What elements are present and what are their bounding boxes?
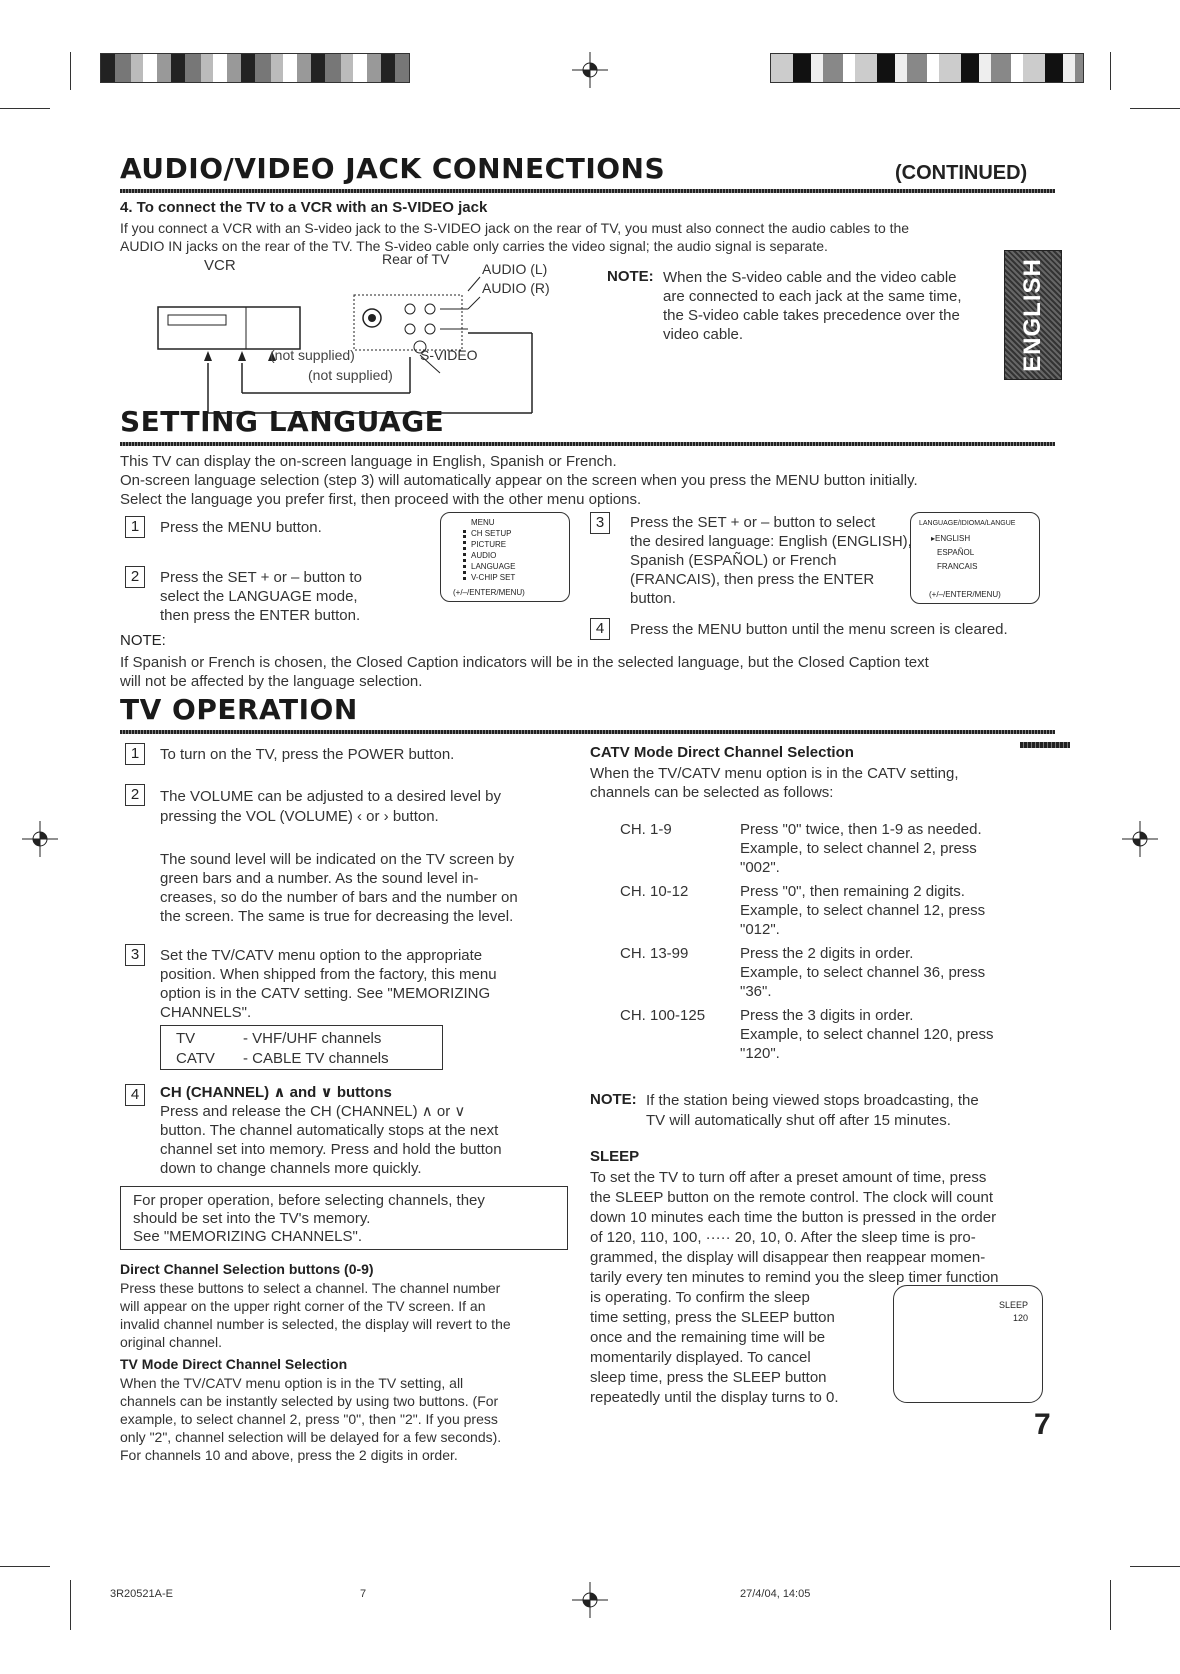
channel-range: CH. 100-125	[620, 1007, 706, 1024]
tvmode-text: When the TV/CATV menu option is in the TV setting, all	[120, 1375, 464, 1391]
lang-step4: Press the MENU button until the menu screen is cleared.	[630, 621, 1008, 638]
channel-range: CH. 13-99	[620, 945, 689, 962]
vol-text: green bars and a number. As the sound level in-	[160, 870, 479, 887]
lang-note-line: If Spanish or French is chosen, the Closed Caption indicators will be in the selected language, but the Closed Caption text	[120, 654, 929, 671]
crop-mark	[1110, 1580, 1111, 1630]
step-number: 1	[125, 743, 145, 765]
tvmode-text: example, to select channel 2, press "0", then "2". If you press	[120, 1411, 498, 1427]
box-text: For proper operation, before selecting channels, they	[133, 1192, 485, 1209]
sleep-text: repeatedly until the display turns to 0.	[590, 1389, 839, 1406]
step4-heading: 4. To connect the TV to a VCR with an S-VIDEO jack	[120, 199, 488, 216]
sleep-heading: SLEEP	[590, 1148, 640, 1165]
vol-text: The sound level will be indicated on the TV screen by	[160, 851, 515, 868]
vcr-label: VCR	[204, 257, 236, 274]
ch-text: down to change channels more quickly.	[160, 1160, 422, 1177]
tv-note-text: If the station being viewed stops broadcasting, the	[646, 1092, 979, 1109]
crop-mark	[0, 1566, 50, 1567]
color-calibration-bar	[770, 53, 1084, 83]
tvmode-text: only "2", channel selection will be delayed for a few seconds).	[120, 1429, 502, 1445]
divider	[120, 189, 1055, 193]
side-tab-label: ENGLISH	[1019, 258, 1046, 372]
lang-step3: the desired language: English (ENGLISH),	[630, 533, 912, 550]
channel-row	[620, 1006, 1040, 1066]
footer-page: 7	[360, 1588, 367, 1600]
menu-screen-illustration	[440, 512, 570, 602]
lang-intro-line: This TV can display the on-screen language in English, Spanish or French.	[120, 453, 617, 470]
channel-row	[620, 882, 1040, 942]
step-number: 1	[125, 516, 145, 538]
svideo-label: S-VIDEO	[420, 347, 478, 363]
av-note-line: are connected to each jack at the same time,	[663, 288, 962, 305]
lang-step3: Press the SET + or – button to select	[630, 514, 876, 531]
sleep-text: the SLEEP button on the remote control. The clock will count	[590, 1189, 994, 1206]
crop-mark	[70, 1580, 71, 1630]
vcr-connection-diagram	[120, 251, 600, 415]
tvmode-text: channels can be instantly selected by using two buttons. (For	[120, 1393, 499, 1409]
lang-step2: then press the ENTER button.	[160, 607, 361, 624]
vol-text: creases, so do the number of bars and the number on	[160, 889, 518, 906]
step-number: 2	[125, 784, 145, 806]
lang-intro-line: On-screen language selection (step 3) will automatically appear on the screen when you press the MENU button initially.	[120, 472, 918, 489]
not-supplied-label: (not supplied)	[308, 367, 393, 383]
tv-catv-table	[160, 1025, 443, 1070]
menu-item: CH SETUP	[471, 529, 512, 538]
channel-example: Example, to select channel 12, press	[740, 902, 986, 919]
step-number: 3	[125, 944, 145, 966]
direct-heading: Direct Channel Selection buttons (0-9)	[120, 1261, 374, 1277]
crop-mark	[0, 108, 50, 109]
footer-date: 27/4/04, 14:05	[740, 1588, 811, 1600]
step4-text-line: AUDIO IN jacks on the rear of the TV. The S-video cable only carries the video signal; the audio signal is separate.	[120, 238, 828, 254]
av-note-line: the S-video cable takes precedence over the	[663, 307, 960, 324]
lang-step2: select the LANGUAGE mode,	[160, 588, 358, 605]
channel-example: "002".	[740, 859, 780, 876]
step-number: 3	[590, 512, 610, 534]
section-title-av: AUDIO/VIDEO JACK CONNECTIONS	[120, 152, 666, 185]
direct-text: will appear on the upper right corner of the TV screen. If an	[120, 1298, 486, 1314]
sleep-text: sleep time, press the SLEEP button	[590, 1369, 827, 1386]
memorize-note-box	[120, 1186, 568, 1250]
direct-text: invalid channel number is selected, the display will revert to the	[120, 1316, 511, 1332]
crop-mark	[1130, 1566, 1180, 1567]
divider	[120, 442, 1055, 446]
registration-target-icon	[1122, 821, 1158, 857]
lang-screen-item: LANGUAGE/IDIOMA/LANGUE	[919, 520, 1016, 527]
step-number: 4	[125, 1084, 145, 1106]
tv-step3: CHANNELS".	[160, 1004, 252, 1021]
lang-step3: (FRANCAIS), then press the ENTER	[630, 571, 875, 588]
menu-item: MENU	[471, 518, 495, 527]
lang-step3: Spanish (ESPAÑOL) or French	[630, 552, 837, 569]
audio-l-label: AUDIO (L)	[482, 261, 548, 277]
lang-step1: Press the MENU button.	[160, 519, 322, 536]
menu-item: LANGUAGE	[471, 562, 516, 571]
catv-text: When the TV/CATV menu option is in the CATV setting,	[590, 765, 959, 782]
lang-screen-item: (+/–/ENTER/MENU)	[929, 590, 1001, 599]
vol-text: the screen. The same is true for decreasing the level.	[160, 908, 514, 925]
tv-step2: pressing the VOL (VOLUME) ‹ or › button.	[160, 808, 439, 825]
crop-mark	[1130, 108, 1180, 109]
direct-text: original channel.	[120, 1334, 222, 1350]
not-supplied-label: (not supplied)	[270, 347, 355, 363]
tv-step2: The VOLUME can be adjusted to a desired level by	[160, 788, 502, 805]
menu-item: AUDIO	[471, 551, 497, 560]
channel-instruction: Press the 3 digits in order.	[740, 1007, 914, 1024]
tv-step3: Set the TV/CATV menu option to the appropriate	[160, 947, 483, 964]
box-text: See "MEMORIZING CHANNELS".	[133, 1228, 363, 1245]
box-text: should be set into the TV's memory.	[133, 1210, 371, 1227]
registration-target-icon	[22, 821, 58, 857]
step4-text-line: If you connect a VCR with an S-video jack to the S-VIDEO jack on the rear of TV, you must also connect the audio cables to the	[120, 220, 910, 236]
sleep-screen-illustration	[893, 1285, 1043, 1403]
channel-instruction: Press "0", then remaining 2 digits.	[740, 883, 965, 900]
sleep-screen-value: 120	[1012, 1313, 1028, 1323]
sleep-text: momentarily displayed. To cancel	[590, 1349, 811, 1366]
channel-example: Example, to select channel 2, press	[740, 840, 977, 857]
divider	[120, 730, 1055, 734]
av-note-line: video cable.	[663, 326, 744, 343]
lang-screen-item: FRANCAIS	[937, 562, 978, 571]
ch-text: Press and release the CH (CHANNEL) ∧ or ∨	[160, 1103, 466, 1120]
av-note-line: When the S-video cable and the video cable	[663, 269, 957, 286]
sleep-text: time setting, press the SLEEP button	[590, 1309, 835, 1326]
language-side-tab	[1004, 250, 1062, 380]
tv-step3: option is in the CATV setting. See "MEMORIZING	[160, 985, 491, 1002]
lang-screen-item: ▸ENGLISH	[931, 534, 971, 543]
language-screen-illustration	[910, 512, 1040, 604]
registration-target-icon	[572, 52, 608, 88]
marker-bar	[1020, 742, 1070, 748]
tv-step3: position. When shipped from the factory, this menu	[160, 966, 497, 983]
catv-heading: CATV Mode Direct Channel Selection	[590, 744, 854, 761]
lang-intro-line: Select the language you prefer first, then proceed with the other menu options.	[120, 491, 642, 508]
tv-note-label: NOTE:	[590, 1091, 637, 1108]
catv-label: CATV	[176, 1050, 215, 1067]
ch-text: button. The channel automatically stops at the next	[160, 1122, 499, 1139]
color-calibration-bar	[100, 53, 410, 83]
menu-bullets	[463, 530, 467, 580]
lang-note-line: will not be affected by the language selection.	[120, 673, 423, 690]
audio-r-label: AUDIO (R)	[482, 280, 550, 296]
channel-example: Example, to select channel 120, press	[740, 1026, 994, 1043]
sleep-text: once and the remaining time will be	[590, 1329, 826, 1346]
sleep-text: To set the TV to turn off after a preset amount of time, press	[590, 1169, 987, 1186]
sleep-text: down 10 minutes each time the button is pressed in the order	[590, 1209, 997, 1226]
channel-row	[620, 820, 1040, 880]
sleep-text: of 120, 110, 100, ····· 20, 10, 0. After the sleep time is pro-	[590, 1229, 976, 1246]
crop-mark	[70, 52, 71, 90]
ch-text: channel set into memory. Press and hold the button	[160, 1141, 502, 1158]
channel-row	[620, 944, 1040, 1004]
sleep-text: grammed, the display will disappear then reappear momen-	[590, 1249, 986, 1266]
step-number: 4	[590, 618, 610, 640]
catv-desc: - CABLE TV channels	[243, 1050, 389, 1067]
sleep-screen-label: SLEEP	[998, 1300, 1028, 1310]
tvmode-text: For channels 10 and above, press the 2 digits in order.	[120, 1447, 458, 1463]
channel-instruction: Press the 2 digits in order.	[740, 945, 914, 962]
page-number: 7	[1034, 1408, 1051, 1441]
tv-label: TV	[176, 1030, 196, 1047]
lang-step2: Press the SET + or – button to	[160, 569, 362, 586]
ch-buttons-heading: CH (CHANNEL) ∧ and ∨ buttons	[160, 1084, 392, 1101]
channel-example: Example, to select channel 36, press	[740, 964, 986, 981]
lang-screen-item: ESPAÑOL	[937, 548, 975, 557]
channel-range: CH. 10-12	[620, 883, 689, 900]
menu-item: PICTURE	[471, 540, 507, 549]
tvmode-heading: TV Mode Direct Channel Selection	[120, 1356, 348, 1372]
sleep-text: is operating. To confirm the sleep	[590, 1289, 810, 1306]
lang-step3: button.	[630, 590, 676, 607]
tv-desc: - VHF/UHF channels	[243, 1030, 382, 1047]
channel-instruction: Press "0" twice, then 1-9 as needed.	[740, 821, 982, 838]
section-title-tv-operation: TV OPERATION	[120, 693, 358, 726]
catv-text: channels can be selected as follows:	[590, 784, 834, 801]
registration-target-icon	[572, 1582, 608, 1618]
rear-of-tv-label: Rear of TV	[382, 251, 450, 267]
section-title-language: SETTING LANGUAGE	[120, 405, 445, 438]
channel-example: "36".	[740, 983, 772, 1000]
direct-text: Press these buttons to select a channel. The channel number	[120, 1280, 501, 1296]
channel-example: "012".	[740, 921, 780, 938]
continued-label: (CONTINUED)	[895, 162, 1028, 184]
menu-item: V-CHIP SET	[471, 573, 516, 582]
menu-item: (+/–/ENTER/MENU)	[453, 588, 525, 597]
tv-step1: To turn on the TV, press the POWER button.	[160, 746, 455, 763]
lang-note-label: NOTE:	[120, 632, 166, 649]
channel-range: CH. 1-9	[620, 821, 672, 838]
footer-code: 3R20521A-E	[110, 1588, 173, 1600]
crop-mark	[1110, 52, 1111, 90]
av-note-label: NOTE:	[607, 268, 654, 285]
channel-example: "120".	[740, 1045, 780, 1062]
sleep-text: tarily every ten minutes to remind you the sleep timer function	[590, 1269, 999, 1286]
tv-note-text: TV will automatically shut off after 15 minutes.	[646, 1112, 951, 1129]
step-number: 2	[125, 566, 145, 588]
